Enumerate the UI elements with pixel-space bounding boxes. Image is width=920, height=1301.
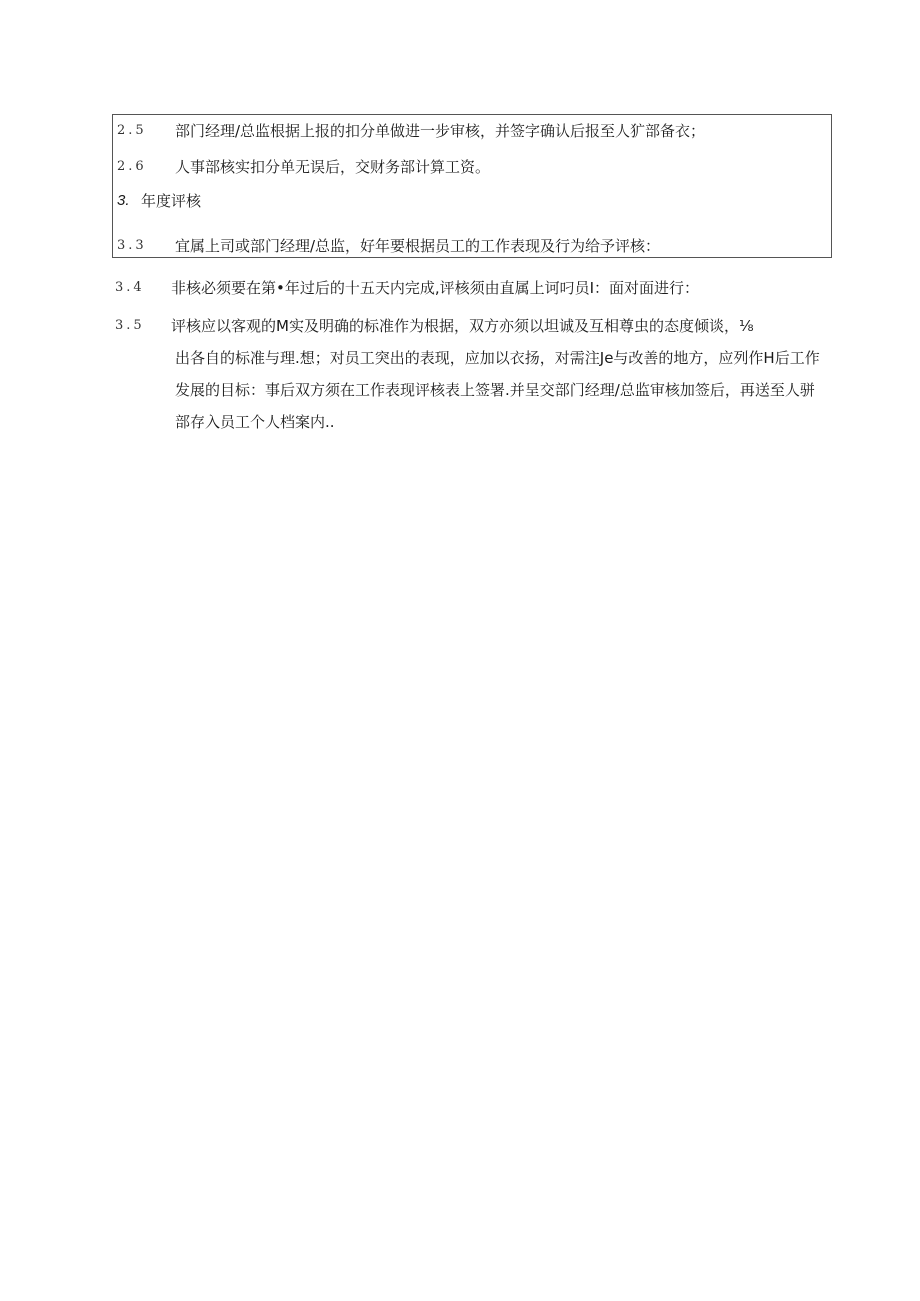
item-3-5-line-3: 发展的目标：事后双方须在工作表现评核表上签署.并呈交部门经理/总监审核加签后，再送至人骈	[175, 381, 815, 399]
item-number: 3.3	[117, 238, 147, 253]
item-number: 3.5	[115, 318, 145, 333]
section-title: 年度评核	[141, 192, 202, 210]
item-number: 3.4	[115, 280, 145, 295]
item-text: 人事部核实扣分单无误后，交财务部计算工资。	[175, 158, 491, 176]
item-number: 2.6	[117, 159, 147, 174]
item-text: 部门经理/总监根据上报的扣分单做进一步审核，并签字确认后报至人犷部备衣；	[175, 122, 706, 140]
section-number: 3.	[117, 192, 130, 209]
boxed-section	[112, 114, 832, 258]
item-text-line-1: 评核应以客观的M实及明确的标准作为根据，双方亦须以坦诚及互相尊虫的态度倾谈，⅛	[171, 317, 754, 335]
item-number: 2.5	[117, 123, 147, 138]
item-3-5-line-4: 部存入员工个人档案内..	[175, 413, 335, 431]
item-text: 非核必须要在第•年过后的十五天内完成,评核须由直属上诃叼员I：面对面进行：	[171, 279, 700, 297]
item-text: 宜属上司或部门经理/总监，好年要根据员工的工作表现及行为给予评核：	[175, 237, 661, 255]
item-3-5-line-2: 出各自的标准与理.想；对员工突出的表现，应加以衣扬，对需注Je与改善的地方，应列作H后工作	[175, 349, 820, 367]
